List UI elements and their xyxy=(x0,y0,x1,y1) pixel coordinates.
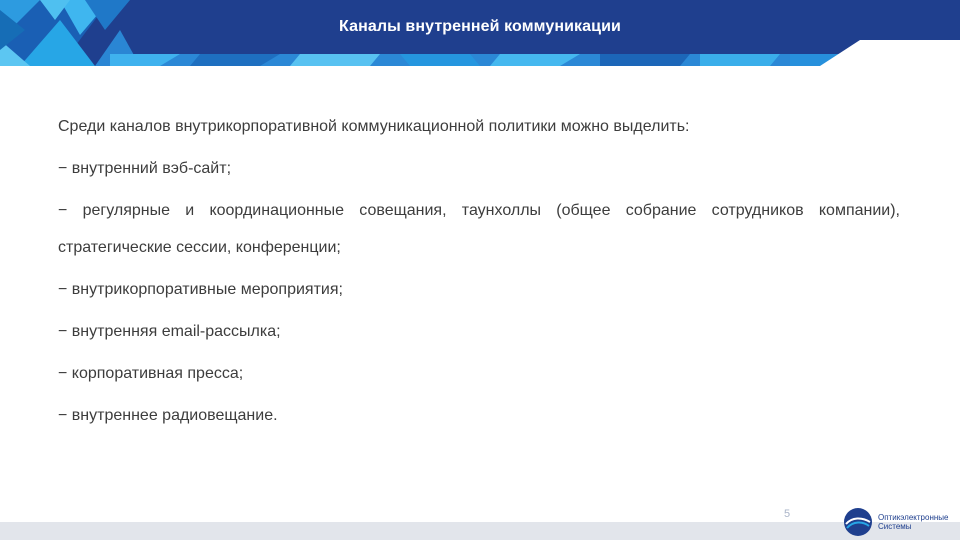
list-item: − регулярные и координационные совещания, таунхоллы (общее собрание сотрудников компании), стратегические сессии, конференции; xyxy=(58,202,900,256)
page-number: 5 xyxy=(783,508,791,520)
logo-text xyxy=(878,513,949,531)
list-item: − внутренняя email-рассылка; xyxy=(58,323,281,340)
header-banner xyxy=(0,0,960,66)
slide-body xyxy=(58,116,900,447)
list-item: − внутреннее радиовещание. xyxy=(58,407,278,424)
company-logo xyxy=(808,504,960,540)
logo-line-1: Оптикэлектронные xyxy=(878,513,949,522)
list-item: − внутрикорпоративные мероприятия; xyxy=(58,281,343,298)
slide-title: Каналы внутренней коммуникации xyxy=(339,18,621,35)
list-item: − внутренний вэб-сайт; xyxy=(58,160,232,177)
intro-text: Среди каналов внутрикорпоративной коммуникационной политики можно выделить: xyxy=(58,118,690,135)
logo-emblem-icon xyxy=(843,507,873,537)
logo-line-2: Системы xyxy=(878,522,912,531)
list-item: − корпоративная пресса; xyxy=(58,365,244,382)
